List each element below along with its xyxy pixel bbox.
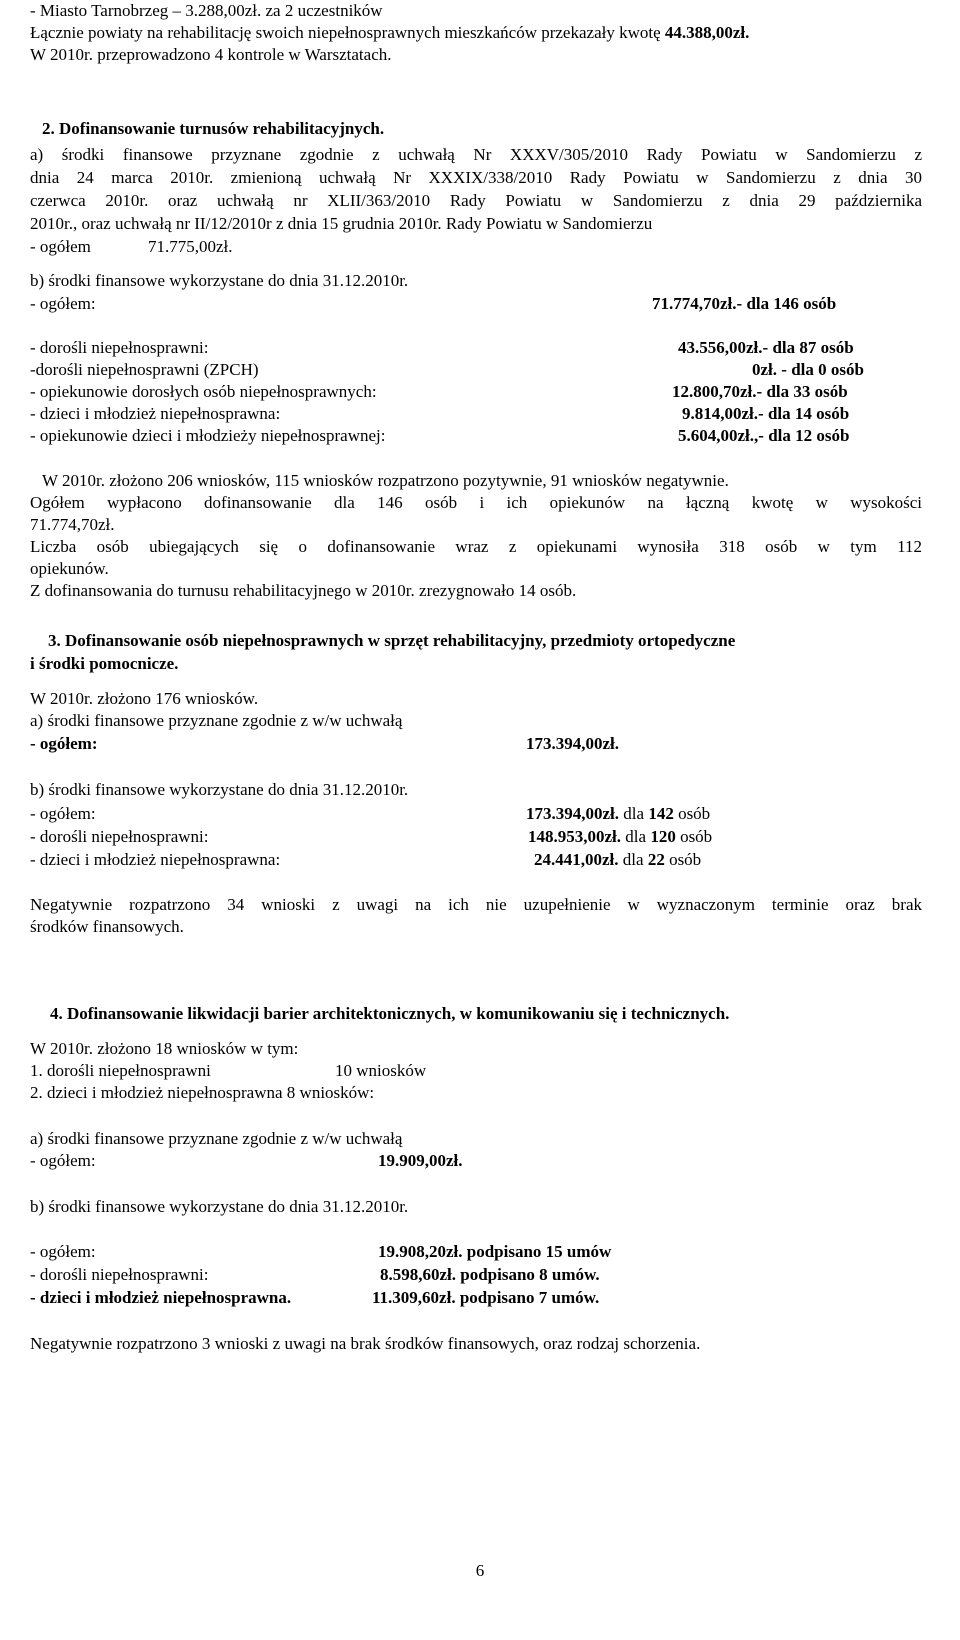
- count: 120: [650, 827, 676, 846]
- row-label: - dorośli niepełnosprawni:: [30, 338, 209, 357]
- section-heading: i środki pomocnicze.: [30, 654, 179, 673]
- row-value: 19.908,20zł. podpisano 15 umów: [378, 1242, 612, 1261]
- text-line: czerwca 2010r. oraz uchwałą nr XLII/363/2010 Rady Powiatu w Sandomierzu z dnia 29 października: [30, 191, 922, 210]
- text-line: Negatywnie rozpatrzono 3 wnioski z uwagi na brak środków finansowych, oraz rodzaj schorzenia.: [30, 1334, 701, 1353]
- text-line: W 2010r. złożono 18 wniosków w tym:: [30, 1039, 299, 1058]
- amount: 0zł.: [752, 360, 778, 379]
- row-value: [526, 803, 710, 825]
- text-line: [30, 22, 749, 44]
- suffix: - dla 14 osób: [758, 404, 850, 423]
- amount: 24.441,00zł.: [534, 850, 619, 869]
- row-label: - dorośli niepełnosprawni:: [30, 1265, 209, 1284]
- row-label: - dzieci i młodzież niepełnosprawna:: [30, 404, 281, 423]
- row-label: -dorośli niepełnosprawni (ZPCH): [30, 360, 259, 379]
- text-line: opiekunów.: [30, 559, 109, 578]
- amount: 5.604,00zł.: [678, 426, 755, 445]
- text-line: Negatywnie rozpatrzono 34 wnioski z uwagi na ich nie uzupełnienie w wyznaczonym terminie oraz brak: [30, 895, 922, 914]
- count: 22: [647, 850, 665, 869]
- text-line: 71.774,70zł.: [30, 515, 115, 534]
- section-heading: 4. Dofinansowanie likwidacji barier architektonicznych, w komunikowaniu się i technicznych.: [50, 1004, 730, 1023]
- row-value: 19.909,00zł.: [378, 1151, 463, 1170]
- text: 1. dorośli niepełnosprawni: [30, 1061, 211, 1080]
- text-line: Ogółem wypłacono dofinansowanie dla 146 osób i ich opiekunów na łączną kwotę w wysokości: [30, 493, 922, 512]
- suffix: - dla 33 osób: [756, 382, 848, 401]
- text-line: b) środki finansowe wykorzystane do dnia 31.12.2010r.: [30, 1197, 409, 1216]
- text-line: b) środki finansowe wykorzystane do dnia 31.12.2010r.: [30, 271, 409, 290]
- row-value: 8.598,60zł. podpisano 8 umów.: [380, 1265, 600, 1284]
- text-line: 2010r., oraz uchwałą nr II/12/2010r z dnia 15 grudnia 2010r. Rady Powiatu w Sandomierzu: [30, 214, 653, 233]
- text-line: 2. dzieci i młodzież niepełnosprawna 8 wniosków:: [30, 1083, 375, 1102]
- row-value: [652, 293, 836, 315]
- amount: 173.394,00zł.: [526, 804, 620, 823]
- text-line: Z dofinansowania do turnusu rehabilitacyjnego w 2010r. zrezygnowało 14 osób.: [30, 581, 577, 600]
- suffix: - dla 146 osób: [736, 294, 837, 313]
- post: osób: [675, 827, 713, 846]
- row-value: 11.309,60zł. podpisano 7 umów.: [372, 1288, 600, 1307]
- row-value: [528, 826, 712, 848]
- amount: 12.800,70zł.: [672, 382, 757, 401]
- text-line: [30, 1060, 427, 1082]
- section-heading: 3. Dofinansowanie osób niepełnosprawnych w sprzęt rehabilitacyjny, przedmioty ortopedyczne: [48, 631, 736, 650]
- row-value: [682, 403, 849, 425]
- text-line: - Miasto Tarnobrzeg – 3.288,00zł. za 2 uczestników: [30, 1, 383, 20]
- row-label: - opiekunowie dzieci i młodzieży niepełnosprawnej:: [30, 426, 386, 445]
- text-line: W 2010r. złożono 176 wniosków.: [30, 689, 259, 708]
- row-value: [752, 359, 864, 381]
- suffix: ,- dla 12 osób: [754, 426, 850, 445]
- text-line: a) środki finansowe przyznane zgodnie z w/w uchwałą: [30, 711, 403, 730]
- row-label: - dzieci i młodzież niepełnosprawna.: [30, 1288, 292, 1307]
- row-label: - dzieci i młodzież niepełnosprawna:: [30, 850, 281, 869]
- value: 71.775,00zł.: [148, 237, 233, 256]
- count: 142: [648, 804, 674, 823]
- row-label: - ogółem:: [30, 804, 96, 823]
- text-line: a) środki finansowe przyznane zgodnie z uchwałą Nr XXXV/305/2010 Rady Powiatu w Sandomierzu z: [30, 145, 922, 164]
- text-line: b) środki finansowe wykorzystane do dnia 31.12.2010r.: [30, 780, 409, 799]
- row-label: - opiekunowie dorosłych osób niepełnosprawnych:: [30, 382, 377, 401]
- row-value: [678, 337, 854, 359]
- row-value: 173.394,00zł.: [526, 734, 620, 753]
- row-label: - ogółem:: [30, 734, 98, 753]
- section-heading: 2. Dofinansowanie turnusów rehabilitacyjnych.: [42, 119, 385, 138]
- text-line: środków finansowych.: [30, 917, 184, 936]
- text-line: W 2010r. złożono 206 wniosków, 115 wniosków rozpatrzono pozytywnie, 91 wniosków negatywnie.: [42, 471, 729, 490]
- text-line: a) środki finansowe przyznane zgodnie z w/w uchwałą: [30, 1129, 403, 1148]
- text-line: Liczba osób ubiegających się o dofinansowanie wraz z opiekunami wynosiła 318 osób w tym 112: [30, 537, 922, 556]
- row-label: - ogółem:: [30, 1242, 96, 1261]
- row-label: - dorośli niepełnosprawni:: [30, 827, 209, 846]
- total-row: [30, 236, 233, 258]
- suffix: - dla 0 osób: [777, 360, 864, 379]
- post: osób: [673, 804, 711, 823]
- pre: dla: [621, 827, 651, 846]
- post: osób: [664, 850, 702, 869]
- row-value: [672, 381, 848, 403]
- amount: 148.953,00zł.: [528, 827, 622, 846]
- text-line: W 2010r. przeprowadzono 4 kontrole w Warsztatach.: [30, 45, 392, 64]
- text: Łącznie powiaty na rehabilitację swoich niepełnosprawnych mieszkańców przekazały kwotę: [30, 23, 665, 42]
- total-amount: 44.388,00zł.: [664, 23, 750, 42]
- label: - ogółem: [30, 237, 91, 256]
- row-value: [534, 849, 701, 871]
- row-label: - ogółem:: [30, 1151, 96, 1170]
- text: 10 wniosków: [335, 1061, 427, 1080]
- row-label: - ogółem:: [30, 294, 96, 313]
- suffix: - dla 87 osób: [762, 338, 854, 357]
- amount: 43.556,00zł.: [678, 338, 763, 357]
- amount: 9.814,00zł.: [682, 404, 759, 423]
- page-number: 6: [475, 1561, 485, 1580]
- text-line: dnia 24 marca 2010r. zmienioną uchwałą Nr XXXIX/338/2010 Rady Powiatu w Sandomierzu z dnia 30: [30, 168, 922, 187]
- row-value: [678, 425, 849, 447]
- pre: dla: [619, 804, 649, 823]
- pre: dla: [618, 850, 648, 869]
- amount: 71.774,70zł.: [652, 294, 737, 313]
